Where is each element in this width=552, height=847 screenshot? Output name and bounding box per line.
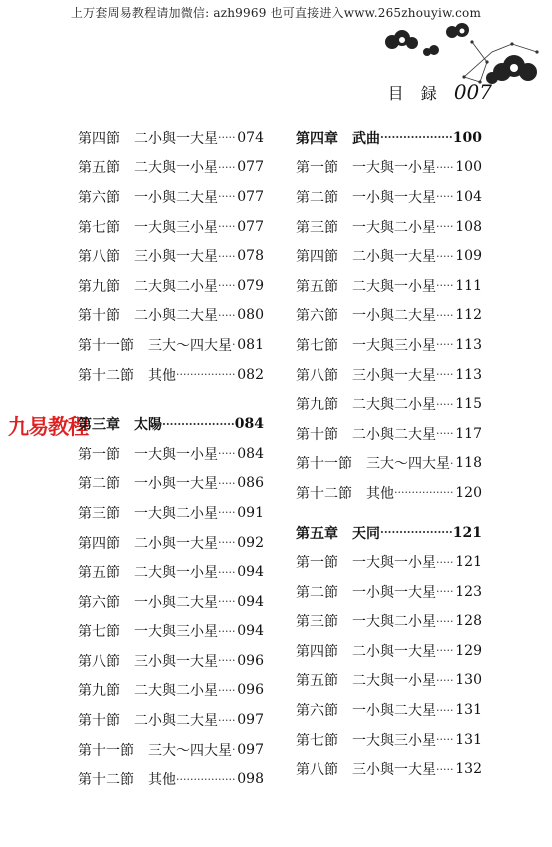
entry-number: 第三章 [78, 417, 120, 434]
toc-entry [296, 478, 482, 508]
toc-entry [78, 735, 264, 765]
entry-number: 第五節 [296, 673, 338, 690]
entry-title: 其他 [366, 485, 394, 502]
entry-page: 084 [237, 445, 264, 462]
toc-entry [296, 695, 482, 725]
dot-leader [218, 595, 236, 608]
dot-leader [436, 190, 454, 203]
toc-entry [78, 676, 264, 706]
toc-entry [78, 587, 264, 617]
entry-number: 第四章 [296, 130, 338, 147]
dot-leader [218, 220, 236, 233]
dot-leader [436, 427, 454, 440]
entry-title: 太陽 [134, 417, 162, 434]
dot-leader [218, 506, 236, 519]
toc-entry [78, 182, 264, 212]
dot-leader [218, 309, 236, 322]
toc-left-column [78, 123, 264, 794]
entry-page: 115 [455, 396, 482, 413]
entry-number: 第九節 [78, 278, 120, 295]
entry-title: 一大與一小星 [134, 446, 218, 463]
toc-entry [78, 528, 264, 558]
entry-title: 一大與一小星 [352, 160, 436, 177]
entry-title: 一大與三小星 [134, 219, 218, 236]
entry-number: 第一節 [78, 446, 120, 463]
entry-page: 130 [455, 672, 482, 689]
entry-number: 第十一節 [296, 456, 352, 473]
entry-number: 第十一節 [78, 337, 134, 354]
entry-number: 第五節 [78, 160, 120, 177]
entry-page: 109 [455, 248, 482, 265]
entry-page: 077 [237, 159, 264, 176]
dot-leader [218, 447, 236, 460]
dot-leader [218, 684, 236, 697]
entry-number: 第六節 [296, 703, 338, 720]
entry-title: 武曲 [352, 130, 380, 147]
toc-entry [78, 271, 264, 301]
entry-page: 123 [455, 583, 482, 600]
entry-title: 二小與一大星 [134, 130, 218, 147]
dot-leader [218, 654, 236, 667]
entry-page: 078 [237, 248, 264, 265]
dot-leader [218, 131, 236, 144]
entry-title: 其他 [148, 772, 176, 789]
dot-leader [218, 536, 236, 549]
entry-page: 086 [237, 475, 264, 492]
entry-page: 091 [237, 504, 264, 521]
entry-title: 三大～四大星 [366, 456, 450, 473]
entry-title: 一大與三小星 [134, 624, 218, 641]
toc-entry [296, 666, 482, 696]
entry-page: 118 [455, 455, 482, 472]
toc-entry [296, 577, 482, 607]
toc-entry [78, 764, 264, 794]
dot-leader [218, 625, 236, 638]
entry-title: 一大與三小星 [352, 732, 436, 749]
toc-entry [296, 360, 482, 390]
entry-page: 131 [455, 731, 482, 748]
entry-number: 第九節 [296, 397, 338, 414]
entry-page: 094 [237, 623, 264, 640]
toc-entry [78, 705, 264, 735]
dot-leader [176, 773, 236, 786]
entry-number: 第十一節 [78, 742, 134, 759]
toc-entry [296, 419, 482, 449]
toc-entry [78, 469, 264, 499]
entry-title: 二大與一小星 [352, 278, 436, 295]
toc-right-column [296, 123, 482, 784]
toc-entry [296, 449, 482, 479]
entry-number: 第八節 [296, 762, 338, 779]
entry-page: 121 [452, 524, 482, 541]
entry-number: 第四節 [78, 130, 120, 147]
entry-number: 第六節 [78, 189, 120, 206]
entry-title: 二小與一大星 [352, 249, 436, 266]
dot-leader [218, 161, 236, 174]
entry-page: 094 [237, 564, 264, 581]
entry-number: 第十二節 [78, 367, 134, 384]
entry-number: 第七節 [78, 219, 120, 236]
dot-leader [436, 220, 454, 233]
dot-leader [436, 615, 454, 628]
entry-page: 108 [455, 218, 482, 235]
dot-leader [436, 309, 454, 322]
toc-entry [78, 330, 264, 360]
watermark-logo: 九易教程 [8, 415, 88, 439]
entry-page: 080 [237, 307, 264, 324]
dot-leader [394, 486, 454, 499]
entry-title: 一大與三小星 [352, 337, 436, 354]
entry-title: 一小與二大星 [352, 703, 436, 720]
entry-number: 第八節 [78, 249, 120, 266]
toc-entry [296, 301, 482, 331]
toc-entry [296, 389, 482, 419]
entry-page: 097 [237, 741, 264, 758]
entry-number: 第十二節 [296, 485, 352, 502]
dot-leader [436, 704, 454, 717]
entry-title: 二大與一小星 [134, 565, 218, 582]
dot-leader [436, 250, 454, 263]
dot-leader [232, 743, 236, 756]
entry-title: 一小與一大星 [352, 189, 436, 206]
entry-page: 074 [237, 129, 264, 146]
entry-number: 第八節 [296, 367, 338, 384]
entry-page: 120 [455, 484, 482, 501]
entry-title: 二大與一小星 [134, 160, 218, 177]
entry-title: 一小與二大星 [134, 594, 218, 611]
dot-leader [436, 644, 454, 657]
entry-page: 084 [234, 416, 264, 433]
entry-title: 二大與二小星 [134, 278, 218, 295]
dot-leader [436, 674, 454, 687]
entry-title: 一大與一小星 [352, 555, 436, 572]
entry-page: 132 [455, 761, 482, 778]
entry-number: 第七節 [296, 732, 338, 749]
dot-leader [436, 585, 454, 598]
dot-leader [436, 556, 454, 569]
toc-entry [296, 754, 482, 784]
entry-title: 二小與二大星 [134, 308, 218, 325]
dot-leader [436, 763, 454, 776]
dot-leader [380, 131, 452, 144]
page-header [388, 80, 492, 104]
entry-title: 三小與一大星 [134, 653, 218, 670]
entry-page: 128 [455, 613, 482, 630]
entry-title: 二小與二大星 [352, 426, 436, 443]
dot-leader [218, 566, 236, 579]
dot-leader [218, 190, 236, 203]
dot-leader [218, 250, 236, 263]
toc-chapter-entry [296, 518, 482, 548]
entry-number: 第四節 [78, 535, 120, 552]
toc-chapter-entry [78, 409, 264, 439]
toc-entry [78, 153, 264, 183]
entry-page: 082 [237, 366, 264, 383]
entry-number: 第十節 [78, 713, 120, 730]
toc-entry [78, 301, 264, 331]
dot-leader [218, 279, 236, 292]
toc-label: 目 録 [387, 84, 443, 103]
page-number: 007 [453, 80, 492, 104]
entry-page: 113 [455, 366, 482, 383]
entry-number: 第六節 [78, 594, 120, 611]
entry-number: 第十節 [296, 426, 338, 443]
entry-title: 二大與一小星 [352, 673, 436, 690]
toc-entry [78, 617, 264, 647]
toc-entry [296, 271, 482, 301]
entry-number: 第七節 [78, 624, 120, 641]
toc-entry [296, 330, 482, 360]
entry-page: 094 [237, 593, 264, 610]
top-watermark-text: 上万套周易教程请加微信: azh9969 也可直接进入www.265zhouyiw.com [70, 6, 482, 20]
entry-title: 二小與一大星 [134, 535, 218, 552]
entry-title: 三小與一大星 [352, 762, 436, 779]
entry-title: 一大與二小星 [134, 505, 218, 522]
toc-entry [296, 241, 482, 271]
entry-title: 三小與一大星 [134, 249, 218, 266]
entry-title: 二小與一大星 [352, 643, 436, 660]
entry-page: 097 [237, 712, 264, 729]
dot-leader [436, 338, 454, 351]
entry-title: 一小與二大星 [134, 189, 218, 206]
entry-number: 第十節 [78, 308, 120, 325]
toc-entry [78, 212, 264, 242]
toc-entry [78, 439, 264, 469]
toc-entry [296, 607, 482, 637]
toc-entry [296, 153, 482, 183]
entry-number: 第五章 [296, 525, 338, 542]
dot-leader [218, 714, 236, 727]
toc-entry [78, 360, 264, 390]
entry-page: 100 [455, 159, 482, 176]
entry-title: 三大～四大星 [148, 742, 232, 759]
toc-entry [296, 547, 482, 577]
entry-page: 081 [237, 336, 264, 353]
entry-number: 第三節 [78, 505, 120, 522]
entry-title: 一大與二小星 [352, 219, 436, 236]
entry-number: 第二節 [78, 476, 120, 493]
dot-leader [436, 279, 454, 292]
entry-page: 092 [237, 534, 264, 551]
entry-number: 第二節 [296, 584, 338, 601]
dot-leader [436, 161, 454, 174]
toc-entry [296, 182, 482, 212]
entry-number: 第一節 [296, 555, 338, 572]
entry-number: 第五節 [78, 565, 120, 582]
dot-leader [232, 338, 236, 351]
entry-page: 121 [455, 554, 482, 571]
entry-title: 一大與二小星 [352, 614, 436, 631]
entry-title: 三小與一大星 [352, 367, 436, 384]
entry-number: 第七節 [296, 337, 338, 354]
entry-page: 131 [455, 702, 482, 719]
toc-chapter-entry [296, 123, 482, 153]
entry-page: 077 [237, 188, 264, 205]
entry-number: 第四節 [296, 249, 338, 266]
entry-page: 113 [455, 336, 482, 353]
entry-page: 079 [237, 277, 264, 294]
entry-page: 098 [237, 771, 264, 788]
entry-title: 其他 [148, 367, 176, 384]
entry-number: 第三節 [296, 219, 338, 236]
entry-title: 二大與二小星 [134, 683, 218, 700]
entry-number: 第四節 [296, 643, 338, 660]
entry-title: 三大～四大星 [148, 337, 232, 354]
entry-page: 112 [455, 307, 482, 324]
entry-title: 一小與一大星 [134, 476, 218, 493]
dot-leader [380, 526, 452, 539]
entry-title: 一小與二大星 [352, 308, 436, 325]
dot-leader [436, 398, 454, 411]
toc-entry [78, 557, 264, 587]
dot-leader [436, 733, 454, 746]
entry-number: 第八節 [78, 653, 120, 670]
entry-number: 第五節 [296, 278, 338, 295]
toc-entry [78, 498, 264, 528]
entry-title: 二小與二大星 [134, 713, 218, 730]
entry-page: 096 [237, 652, 264, 669]
dot-leader [176, 368, 236, 381]
toc-entry [296, 636, 482, 666]
entry-page: 096 [237, 682, 264, 699]
entry-number: 第十二節 [78, 772, 134, 789]
entry-number: 第九節 [78, 683, 120, 700]
entry-page: 077 [237, 218, 264, 235]
entry-page: 117 [455, 425, 482, 442]
entry-number: 第二節 [296, 189, 338, 206]
entry-number: 第一節 [296, 160, 338, 177]
entry-title: 一小與一大星 [352, 584, 436, 601]
toc-entry [78, 123, 264, 153]
entry-page: 100 [452, 129, 482, 146]
toc-entry [296, 725, 482, 755]
entry-number: 第六節 [296, 308, 338, 325]
entry-page: 111 [455, 277, 482, 294]
toc-entry [78, 241, 264, 271]
dot-leader [162, 418, 234, 431]
entry-page: 104 [455, 188, 482, 205]
dot-leader [218, 477, 236, 490]
entry-page: 129 [455, 642, 482, 659]
toc-entry [296, 212, 482, 242]
dot-leader [450, 457, 454, 470]
entry-title: 天同 [352, 525, 380, 542]
entry-title: 二大與二小星 [352, 397, 436, 414]
dot-leader [436, 368, 454, 381]
entry-number: 第三節 [296, 614, 338, 631]
toc-entry [78, 646, 264, 676]
